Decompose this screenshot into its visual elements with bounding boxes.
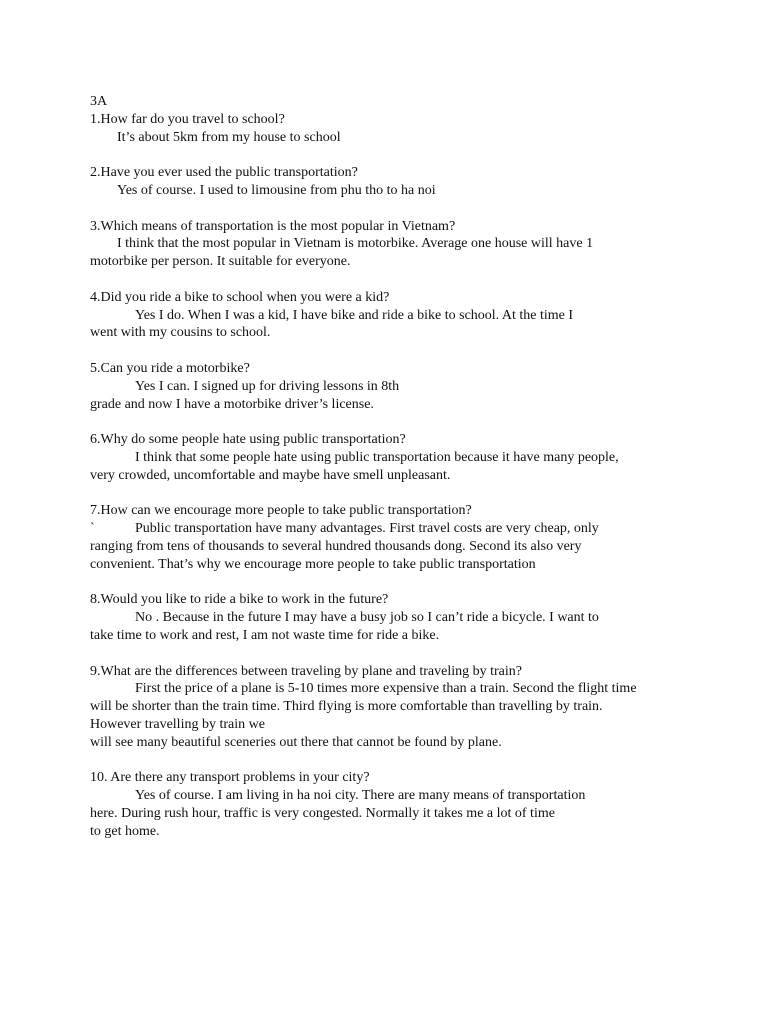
answer-2-line: Yes of course. I used to limousine from phu tho to ha noi xyxy=(117,182,436,198)
paragraph-gap xyxy=(90,413,690,431)
answer-10-line: here. During rush hour, traffic is very congested. Normally it takes me a lot of time xyxy=(90,805,555,821)
answer-4-line: went with my cousins to school. xyxy=(90,325,271,341)
answer-7-line: ranging from tens of thousands to several hundred thousands dong. Second its also very xyxy=(90,538,582,554)
answer-5-line: grade and now I have a motorbike driver’s license. xyxy=(90,396,374,412)
paragraph-gap xyxy=(90,574,690,592)
paragraph-gap xyxy=(90,200,690,218)
paragraph-gap xyxy=(90,645,690,663)
answer-9-line: will be shorter than the train time. Third flying is more comfortable than travelling by train. xyxy=(90,699,603,715)
question-8: 8.Would you like to ride a bike to work in the future? xyxy=(90,592,389,608)
answer-7-line: Public transportation have many advantages. First travel costs are very cheap, only xyxy=(135,521,599,537)
question-10: 10. Are there any transport problems in your city? xyxy=(90,770,370,786)
question-7: 7.How can we encourage more people to take public transportation? xyxy=(90,503,472,519)
paragraph-gap xyxy=(90,146,690,164)
paragraph-gap xyxy=(90,271,690,289)
answer-7-line: convenient. That’s why we encourage more people to take public transportation xyxy=(90,556,536,572)
answer-8-line: take time to work and rest, I am not waste time for ride a bike. xyxy=(90,627,440,643)
question-9: 9.What are the differences between traveling by plane and traveling by train? xyxy=(90,663,522,679)
section-heading: 3A xyxy=(90,94,108,109)
question-4: 4.Did you ride a bike to school when you were a kid? xyxy=(90,289,390,305)
answer-9-line: However travelling by train we xyxy=(90,716,265,732)
answer-1-line: It’s about 5km from my house to school xyxy=(117,129,341,145)
answer-9-line: will see many beautiful sceneries out there that cannot be found by plane. xyxy=(90,734,502,750)
answer-6-line: I think that some people hate using public transportation because it have many people, xyxy=(135,449,619,465)
question-3: 3.Which means of transportation is the most popular in Vietnam? xyxy=(90,218,456,234)
question-2: 2.Have you ever used the public transportation? xyxy=(90,165,358,181)
paragraph-gap xyxy=(90,485,690,503)
backtick-mark: ` xyxy=(90,521,95,537)
answer-10-line: to get home. xyxy=(90,823,160,839)
paragraph-gap xyxy=(90,342,690,360)
paragraph-gap xyxy=(90,751,690,769)
answer-8-line: No . Because in the future I may have a busy job so I can’t ride a bicycle. I want to xyxy=(135,610,599,626)
document-body xyxy=(90,93,690,840)
answer-4-line: Yes I do. When I was a kid, I have bike and ride a bike to school. At the time I xyxy=(135,307,574,323)
answer-6-line: very crowded, uncomfortable and maybe have smell unpleasant. xyxy=(90,467,451,483)
answer-9-line: First the price of a plane is 5-10 times more expensive than a train. Second the flight time xyxy=(135,681,637,697)
answer-3-line: I think that the most popular in Vietnam is motorbike. Average one house will have 1 xyxy=(117,236,594,252)
question-1: 1.How far do you travel to school? xyxy=(90,111,285,127)
question-6: 6.Why do some people hate using public transportation? xyxy=(90,432,406,448)
answer-7-first-line xyxy=(90,520,690,538)
answer-10-line: Yes of course. I am living in ha noi city. There are many means of transportation xyxy=(135,788,586,804)
question-5: 5.Can you ride a motorbike? xyxy=(90,360,250,376)
answer-3-line: motorbike per person. It suitable for everyone. xyxy=(90,254,351,270)
answer-5-line: Yes I can. I signed up for driving lessons in 8th xyxy=(135,378,400,394)
